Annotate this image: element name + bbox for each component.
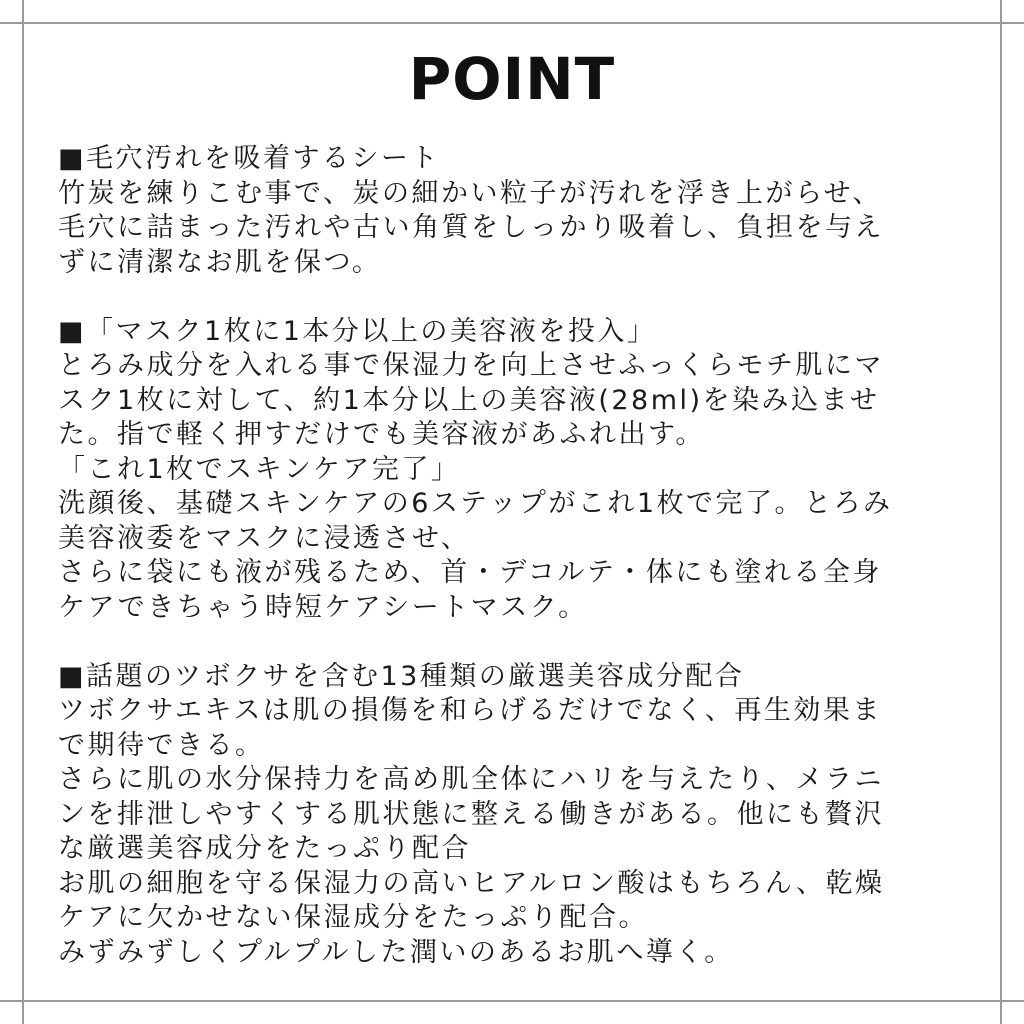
body-line: みずみずしくプルプルした潤いのあるお肌へ導く。 bbox=[58, 936, 734, 968]
section-heading: ■話題のツボクサを含む13種類の厳選美容成分配合 bbox=[58, 660, 745, 692]
body-line: さらに袋にも液が残るため、首・デコルテ・体にも塗れる全身 bbox=[58, 557, 882, 588]
section-heading: ■「マスク1枚に1本分以上の美容液を投入」 bbox=[58, 315, 657, 347]
page-title: POINT bbox=[408, 45, 616, 113]
body-line: ずに清潔なお肌を保つ。 bbox=[58, 246, 382, 278]
body-line: ンを排泄しやすくする肌状態に整える働きがある。他にも贅沢 bbox=[58, 798, 884, 830]
body-line: ケアに欠かせない保湿成分をたっぷり配合。 bbox=[58, 902, 648, 933]
body-line: 竹炭を練りこむ事で、炭の細かい粒子が汚れを浮き上がらせ、 bbox=[58, 177, 882, 209]
body-line: お肌の細胞を守る保湿力の高いヒアルロン酸はもちろん、乾燥 bbox=[58, 867, 885, 899]
body-line: 毛穴に詰まった汚れや古い角質をしっかり吸着し、負担を与え bbox=[58, 212, 884, 243]
body-line: とろみ成分を入れる事で保湿力を向上させふっくらモチ肌にマ bbox=[58, 350, 884, 381]
body-line: で期待できる。 bbox=[58, 729, 265, 761]
section-cica-ingredients bbox=[58, 660, 978, 971]
body-line: 洗顔後、基礎スキンケアの6ステップがこれ1枚で完了。とろみ bbox=[58, 488, 893, 519]
body-line: 美容液委をマスクに浸透させ、 bbox=[58, 522, 471, 554]
top-border-line bbox=[0, 22, 1024, 24]
body-line: さらに肌の水分保持力を高め肌全体にハリを与えたり、メラニ bbox=[58, 764, 884, 795]
section-serum-amount bbox=[58, 315, 978, 626]
section-pore-sheet bbox=[58, 142, 978, 280]
body-line: 「これ1枚でスキンケア完了」 bbox=[58, 453, 461, 485]
section-heading: ■毛穴汚れを吸着するシート bbox=[58, 143, 441, 174]
body-line: な厳選美容成分をたっぷり配合 bbox=[58, 833, 471, 864]
point-body bbox=[58, 142, 978, 1005]
left-border-line bbox=[22, 0, 24, 1024]
right-border-line bbox=[1000, 0, 1002, 1024]
body-line: た。指で軽く押すだけでも美容液があふれ出す。 bbox=[58, 419, 705, 450]
body-line: ケアできちゃう時短ケアシートマスク。 bbox=[58, 591, 588, 623]
body-line: ツボクサエキスは肌の損傷を和らげるだけでなく、再生効果ま bbox=[58, 695, 882, 726]
body-line: スク1枚に対して、約1本分以上の美容液(28ml)を染み込ませ bbox=[58, 384, 880, 416]
